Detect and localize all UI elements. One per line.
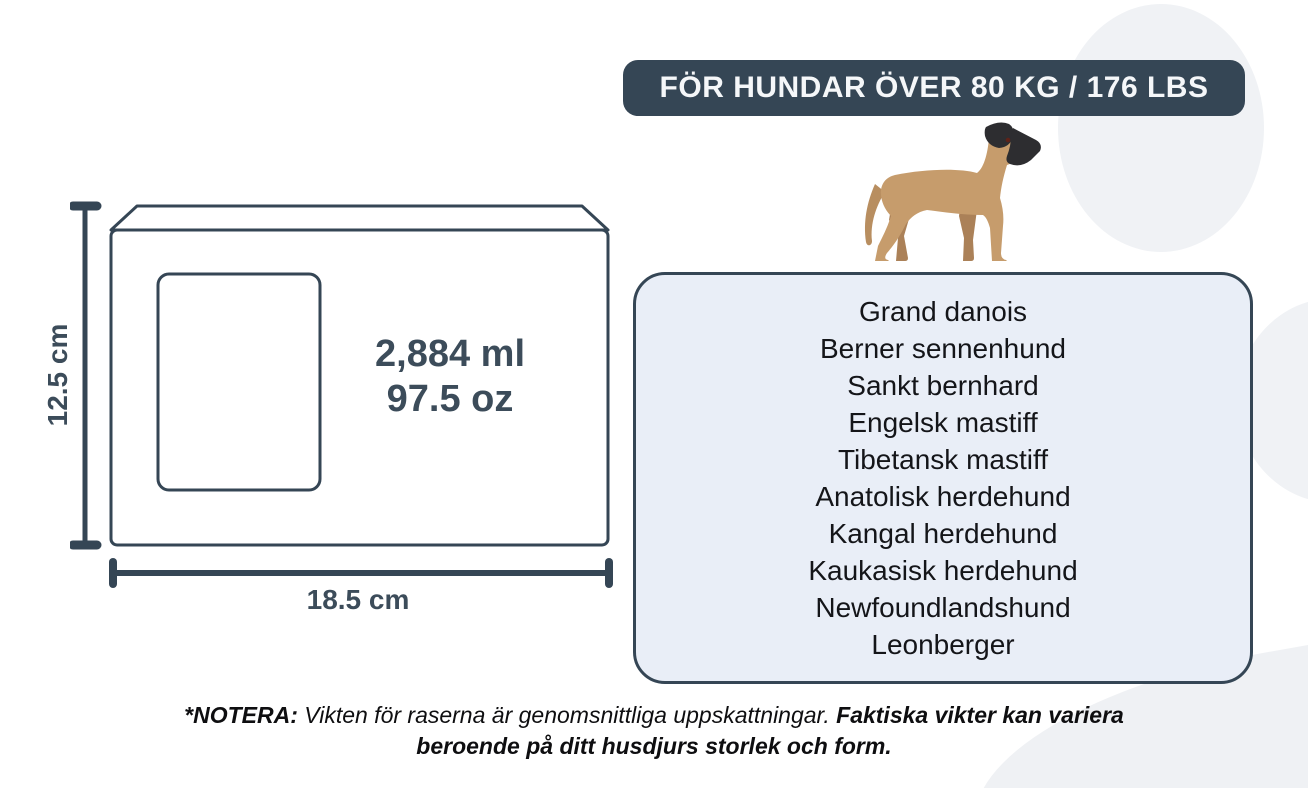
breed-item: Newfoundlandshund bbox=[815, 592, 1071, 623]
volume-ml-label: 2,884 ml bbox=[375, 333, 525, 375]
paw-print-toe-icon bbox=[1058, 4, 1264, 252]
breed-item: Berner sennenhund bbox=[820, 333, 1066, 364]
breed-item: Engelsk mastiff bbox=[848, 407, 1038, 438]
footnote bbox=[74, 700, 1234, 762]
footnote-prefix: *NOTERA: bbox=[184, 702, 298, 728]
footnote-bold-text-line1: Faktiska vikter kan variera bbox=[836, 702, 1124, 728]
height-dimension-label: 12.5 cm bbox=[42, 323, 73, 427]
breed-list-panel bbox=[633, 272, 1253, 684]
breed-item: Tibetansk mastiff bbox=[837, 444, 1049, 475]
container-top-face bbox=[111, 206, 608, 230]
footnote-regular-text: Vikten för raserna är genomsnittliga uppskattningar. bbox=[297, 702, 837, 728]
container-opening bbox=[158, 274, 320, 490]
breed-item: Kaukasisk herdehund bbox=[808, 555, 1078, 586]
breed-list bbox=[636, 293, 1250, 663]
weight-category-banner bbox=[623, 60, 1245, 116]
width-dimension-label: 18.5 cm bbox=[306, 584, 410, 615]
volume-oz-label: 97.5 oz bbox=[386, 378, 514, 420]
breed-item: Kangal herdehund bbox=[828, 518, 1058, 549]
footnote-bold-text-line2: beroende på ditt husdjurs storlek och form. bbox=[416, 733, 892, 759]
breed-item: Sankt bernhard bbox=[847, 370, 1039, 401]
great-dane-dog-icon bbox=[855, 120, 1045, 268]
breed-item: Leonberger bbox=[871, 629, 1015, 660]
breed-item: Anatolisk herdehund bbox=[815, 481, 1071, 512]
volume-label-group bbox=[330, 332, 570, 422]
dog-eye bbox=[1006, 138, 1011, 143]
great-dane-dog-svg bbox=[855, 120, 1045, 268]
breed-item: Grand danois bbox=[858, 296, 1028, 327]
weight-category-label: FÖR HUNDAR ÖVER 80 KG / 176 LBS bbox=[659, 71, 1209, 104]
